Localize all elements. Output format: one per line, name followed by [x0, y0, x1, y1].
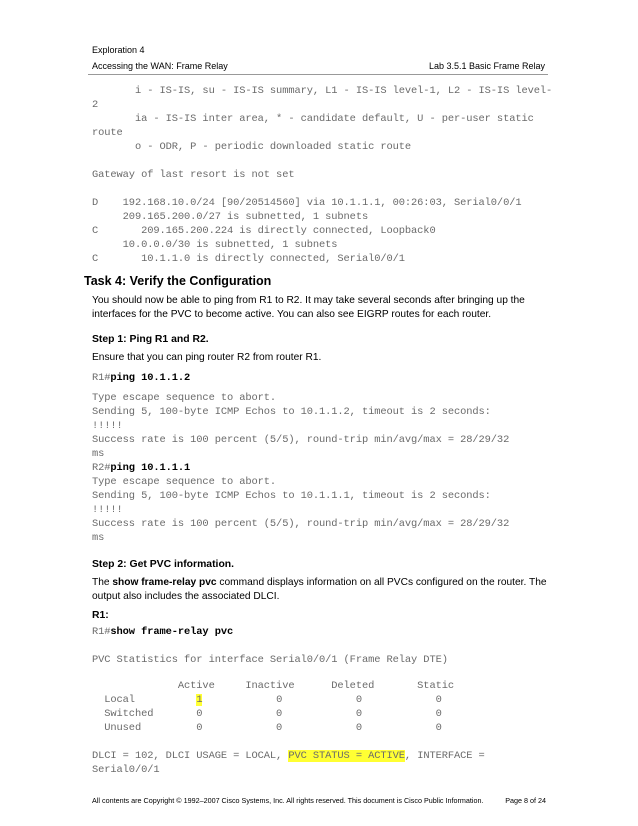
code-line: Sending 5, 100-byte ICMP Echos to 10.1.1.2, timeout is 2 seconds:	[92, 406, 491, 418]
code-line: o - ODR, P - periodic downloaded static route	[92, 141, 412, 153]
code-line: 10.0.0.0/30 is subnetted, 1 subnets	[92, 239, 338, 251]
dlci-line: DLCI = 102, DLCI USAGE = LOCAL, PVC STATUS = ACTIVE, INTERFACE =	[92, 750, 485, 762]
content-main	[92, 294, 552, 777]
ping-output-r2	[92, 475, 552, 545]
step1-paragraph: Ensure that you can ping router R2 from router R1.	[92, 352, 322, 363]
code-line: C 10.1.1.0 is directly connected, Serial0/0/1	[92, 253, 405, 265]
code-line: Sending 5, 100-byte ICMP Echos to 10.1.1.1, timeout is 2 seconds:	[92, 490, 491, 502]
header-module: Accessing the WAN: Frame Relay	[92, 61, 228, 71]
step2-heading: Step 2: Get PVC information.	[92, 559, 235, 570]
code-line: 2	[92, 99, 99, 111]
code-line: Type escape sequence to abort.	[92, 476, 277, 488]
pvc-row-switched: Switched 0 0 0 0	[92, 708, 442, 720]
r1-label: R1:	[92, 610, 109, 621]
code-line: i - IS-IS, su - IS-IS summary, L1 - IS-IS level-1, L2 - IS-IS level-	[92, 85, 553, 97]
show-pvc-command: R1#show frame-relay pvc	[92, 626, 234, 638]
code-line: ms	[92, 532, 105, 544]
code-line: ia - IS-IS inter area, * - candidate default, U - per-user static	[92, 113, 534, 125]
code-line: route	[92, 127, 123, 139]
ping-command-r2: R2#ping 10.1.1.1	[92, 462, 191, 474]
step1-heading: Step 1: Ping R1 and R2.	[92, 334, 209, 345]
footer-page-number: Page 8 of 24	[505, 796, 546, 805]
code-line: Gateway of last resort is not set	[92, 169, 295, 181]
header-course: Exploration 4	[92, 45, 145, 55]
code-line: !!!!!	[92, 420, 123, 432]
task-heading: Task 4: Verify the Configuration	[84, 274, 272, 288]
code-line: !!!!!	[92, 504, 123, 516]
pvc-stats-title: PVC Statistics for interface Serial0/0/1 (Frame Relay DTE)	[92, 654, 448, 666]
dlci-interface: Serial0/0/1	[92, 764, 160, 776]
code-line: Success rate is 100 percent (5/5), round-trip min/avg/max = 28/29/32	[92, 518, 510, 530]
step2-paragraph: The show frame-relay pvc command displays information on all PVCs configured on the router. The output also includes the associated DLCI.	[92, 577, 547, 602]
code-line: 209.165.200.0/27 is subnetted, 1 subnets	[92, 211, 369, 223]
code-line: Type escape sequence to abort.	[92, 392, 277, 404]
code-line: C 209.165.200.224 is directly connected, Loopback0	[92, 225, 436, 237]
pvc-table-header: Active Inactive Deleted Static	[92, 680, 454, 692]
task-paragraph: You should now be able to ping from R1 to R2. It may take several seconds after bringing up the interfaces for the PVC to become active. You can also see EIGRP routes for each router.	[92, 295, 525, 320]
routing-table-output	[92, 84, 552, 266]
content-top	[92, 84, 552, 266]
code-line: ms	[92, 448, 105, 460]
footer-copyright: All contents are Copyright © 1992–2007 Cisco Systems, Inc. All rights reserved. This document is Cisco Public Information.	[92, 796, 484, 805]
ping-output-r1	[92, 391, 552, 461]
code-line: Success rate is 100 percent (5/5), round-trip min/avg/max = 28/29/32	[92, 434, 510, 446]
pvc-row-unused: Unused 0 0 0 0	[92, 722, 442, 734]
ping-command-r1: R1#ping 10.1.1.2	[92, 372, 191, 384]
pvc-row-local: Local 1 0 0 0	[92, 694, 442, 706]
header-lab: Lab 3.5.1 Basic Frame Relay	[428, 61, 545, 71]
code-line: D 192.168.10.0/24 [90/20514560] via 10.1.1.1, 00:26:03, Serial0/0/1	[92, 197, 522, 209]
header-rule	[88, 74, 548, 75]
